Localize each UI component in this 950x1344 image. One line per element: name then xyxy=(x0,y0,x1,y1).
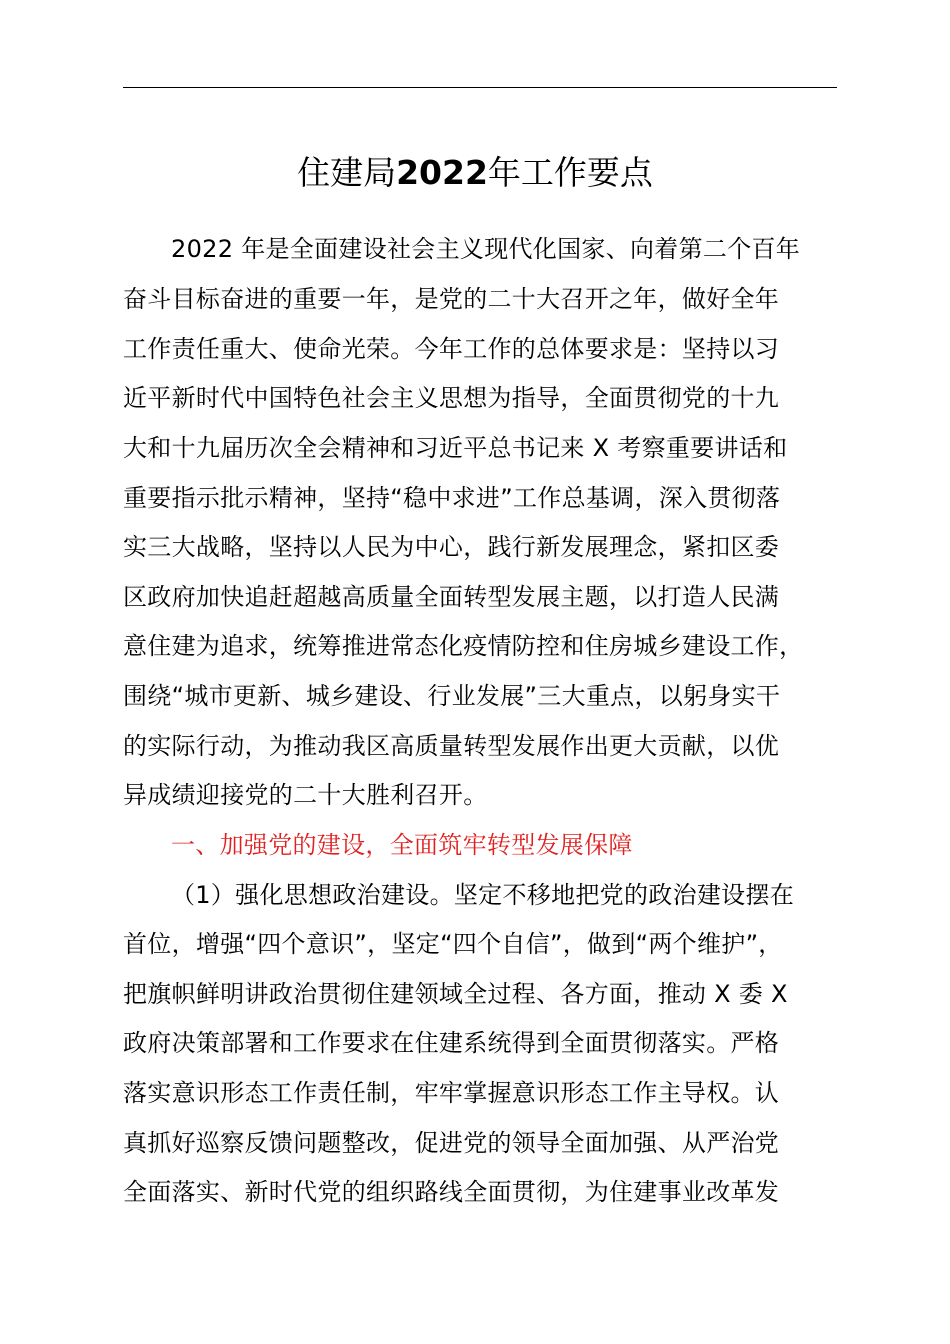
intro-line: 2022 年是全面建设社会主义现代化国家、向着第二个百年 xyxy=(171,235,801,263)
section-line: 全面落实、新时代党的组织路线全面贯彻，为住建事业改革发 xyxy=(123,1178,780,1206)
section-heading: 一、加强党的建设，全面筑牢转型发展保障 xyxy=(171,831,633,859)
intro-line: 工作责任重大、使命光荣。今年工作的总体要求是：坚持以习 xyxy=(123,335,780,363)
section-line: 把旗帜鲜明讲政治贯彻住建领域全过程、各方面，推动 X 委 X xyxy=(123,980,788,1008)
section-line: 落实意识形态工作责任制，牢牢掌握意识形态工作主导权。认 xyxy=(123,1079,780,1107)
section-line: 首位，增强“四个意识”，坚定“四个自信”，做到“两个维护”， xyxy=(123,930,783,958)
page-title xyxy=(0,150,950,196)
intro-line: 的实际行动，为推动我区高质量转型发展作出更大贡献，以优 xyxy=(123,732,780,760)
intro-line: 重要指示批示精神，坚持“稳中求进”工作总基调，深入贯彻落 xyxy=(123,484,781,512)
intro-line: 围绕“城市更新、城乡建设、行业发展”三大重点，以躬身实干 xyxy=(123,682,781,710)
intro-line: 大和十九届历次全会精神和习近平总书记来 X 考察重要讲话和 xyxy=(123,434,788,462)
intro-line: 奋斗目标奋进的重要一年，是党的二十大召开之年，做好全年 xyxy=(123,285,780,313)
section-line: （1）强化思想政治建设。坚定不移地把党的政治建设摆在 xyxy=(171,881,795,909)
intro-line: 意住建为追求，统筹推进常态化疫情防控和住房城乡建设工作， xyxy=(123,632,804,660)
intro-line: 近平新时代中国特色社会主义思想为指导，全面贯彻党的十九 xyxy=(123,384,780,412)
intro-line: 异成绩迎接党的二十大胜利召开。 xyxy=(123,781,488,809)
title-year: 2022 xyxy=(396,153,488,192)
intro-line: 实三大战略，坚持以人民为中心，践行新发展理念，紧扣区委 xyxy=(123,533,780,561)
header-rule xyxy=(123,87,837,88)
title-suffix: 年工作要点 xyxy=(487,153,653,192)
section-line: 政府决策部署和工作要求在住建系统得到全面贯彻落实。严格 xyxy=(123,1029,780,1057)
intro-line: 区政府加快追赶超越高质量全面转型发展主题，以打造人民满 xyxy=(123,583,780,611)
title-prefix: 住建局 xyxy=(297,153,397,192)
section-line: 真抓好巡察反馈问题整改，促进党的领导全面加强、从严治党 xyxy=(123,1129,780,1157)
